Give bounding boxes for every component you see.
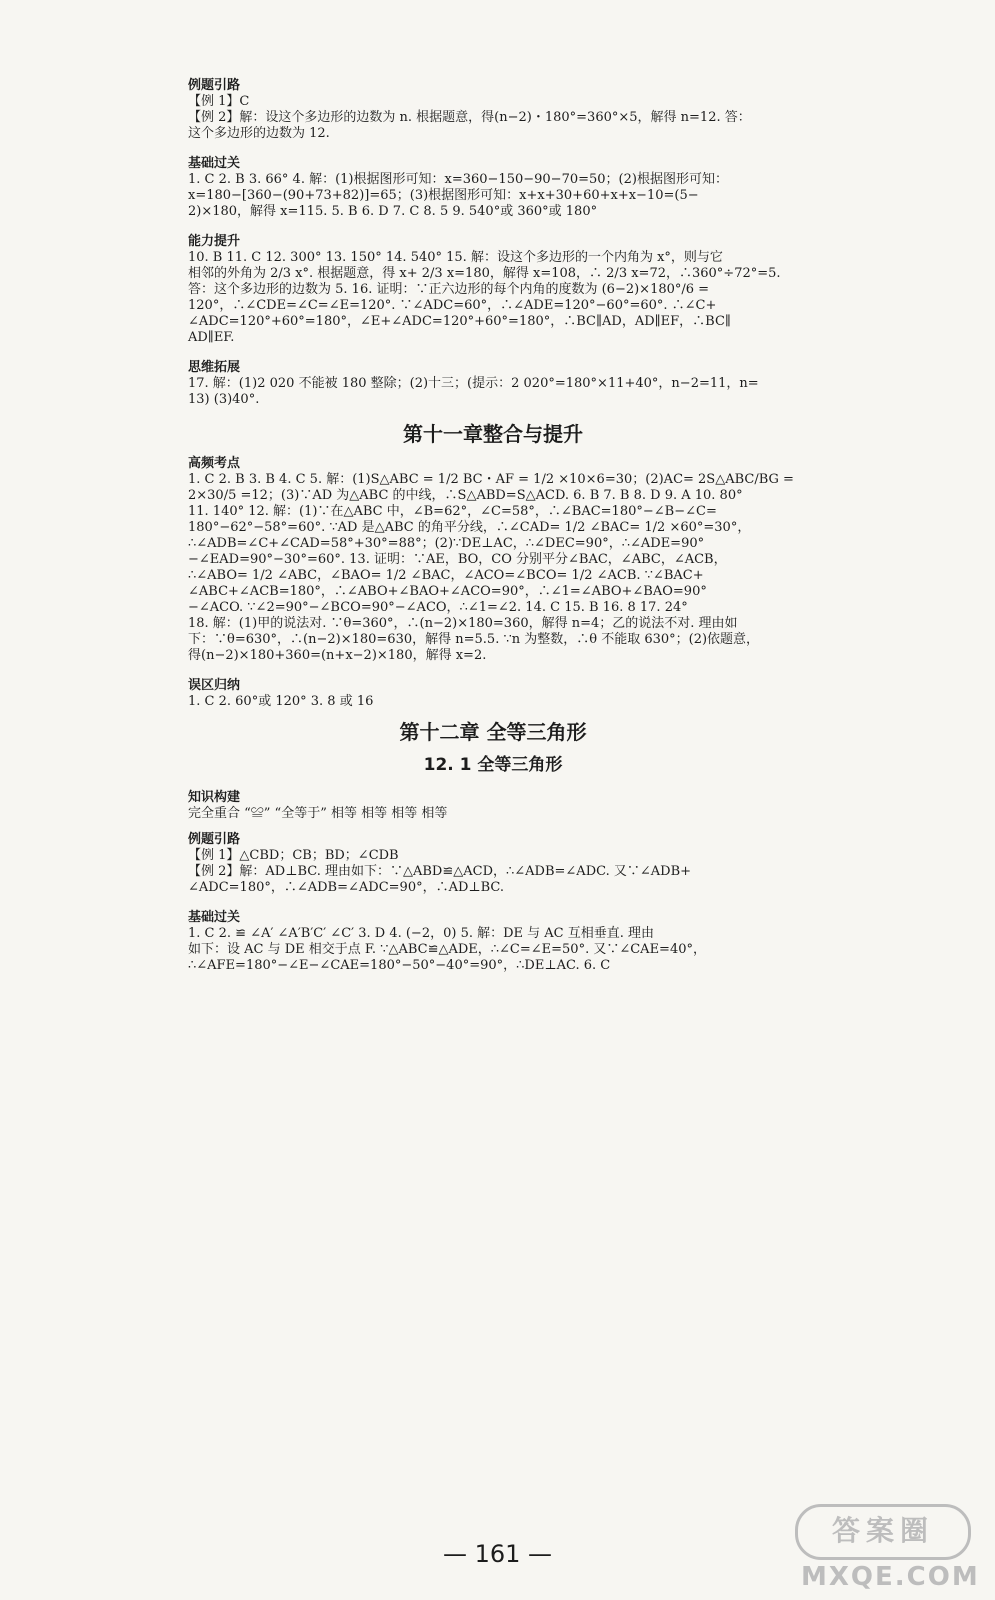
chapter-title: 第十一章整合与提升 [403, 422, 583, 446]
section-heading: 例题引路 [188, 832, 241, 847]
spacer [188, 664, 798, 678]
page-number: — 161 — [442, 1540, 553, 1568]
spacer [188, 776, 798, 790]
answer-line: 10. B 11. C 12. 300° 13. 150° 14. 540° 15. 解：设这个多边形的一个内角为 x°，则与它 [188, 250, 723, 265]
spacer [188, 896, 798, 910]
answer-line: −∠EAD=90°−30°=60°. 13. 证明：∵AE，BO，CO 分别平分∠BAC，∠ABC，∠ACB， [188, 552, 727, 567]
spacer [188, 744, 798, 754]
answer-line: 2×30/5 =12；(3)∵AD 为△ABC 的中线，∴S△ABD=S△ACD. 6. B 7. B 8. D 9. A 10. 80° [188, 488, 743, 503]
answer-line: 2)×180，解得 x=115. 5. B 6. D 7. C 8. 5 9. 540°或 360°或 180° [188, 204, 598, 219]
answer-line: 下：∵θ=630°，∴(n−2)×180=630，解得 n=5.5. ∵n 为整数，∴θ 不能取 630°；(2)依题意， [188, 632, 760, 647]
spacer [188, 408, 798, 422]
spacer [188, 346, 798, 360]
watermark [791, 1504, 981, 1592]
answer-line: ∴∠ADB=∠C+∠CAD=58°+30°=88°；(2)∵DE⊥AC，∴∠DEC=90°，∴∠ADE=90° [188, 536, 705, 551]
spacer [188, 446, 798, 456]
section-heading: 基础过关 [188, 156, 241, 171]
watermark-url: MXQE.COM [801, 1562, 980, 1592]
spacer [188, 220, 798, 234]
answer-line: 如下：设 AC 与 DE 相交于点 F. ∵△ABC≌△ADE，∴∠C=∠E=50°. 又∵∠CAE=40°， [188, 942, 706, 957]
spacer [188, 142, 798, 156]
spacer [188, 710, 798, 720]
answer-line: 17. 解：(1)2 020 不能被 180 整除；(2)十三；(提示：2 020°=180°×11+40°，n−2=11，n= [188, 376, 759, 391]
answer-line: 这个多边形的边数为 12. [188, 126, 330, 141]
answer-line: AD∥EF. [188, 330, 235, 345]
answer-line: 1. C 2. B 3. B 4. C 5. 解：(1)S△ABC = 1/2 BC・AF = 1/2 ×10×6=30；(2)AC= 2S△ABC/BG = [188, 472, 794, 487]
answer-line: ∠ADC=180°，∴∠ADB=∠ADC=90°，∴AD⊥BC. [188, 880, 505, 895]
answer-line: 【例 1】△CBD；CB；BD；∠CDB [188, 848, 399, 863]
answer-line: 【例 2】解：设这个多边形的边数为 n. 根据题意，得(n−2)・180°=360°×5，解得 n=12. 答： [188, 110, 751, 125]
answer-line: 1. C 2. 60°或 120° 3. 8 或 16 [188, 694, 374, 709]
answer-page-content [188, 78, 798, 974]
answer-line: ∴∠AFE=180°−∠E−∠CAE=180°−50°−40°=90°，∴DE⊥AC. 6. C [188, 958, 611, 973]
section-heading: 知识构建 [188, 790, 241, 805]
answer-line: ∠ADC=120°+60°=180°，∠E+∠ADC=120°+60°=180°，∴BC∥AD，AD∥EF，∴BC∥ [188, 314, 731, 329]
answer-line: x=180−[360−(90+73+82)]=65；(3)根据图形可知：x+x+30+60+x+x−10=(5− [188, 188, 699, 203]
section-heading: 能力提升 [188, 234, 241, 249]
watermark-logo: 答案圈 [795, 1504, 971, 1560]
answer-line: 180°−62°−58°=60°. ∵AD 是△ABC 的角平分线，∴∠CAD= 1/2 ∠BAC= 1/2 ×60°=30°， [188, 520, 751, 535]
answer-line: 1. C 2. ≌ ∠A′ ∠A′B′C′ ∠C′ 3. D 4. (−2，0) 5. 解：DE 与 AC 互相垂直. 理由 [188, 926, 655, 941]
answer-line: 18. 解：(1)甲的说法对. ∵θ=360°，∴(n−2)×180=360，解得 n=4；乙的说法不对. 理由如 [188, 616, 738, 631]
answer-line: ∴∠ABO= 1/2 ∠ABC，∠BAO= 1/2 ∠BAC，∠ACO=∠BCO= 1/2 ∠ACB. ∵∠BAC+ [188, 568, 704, 583]
chapter-title: 第十二章 全等三角形 [399, 720, 587, 744]
spacer [188, 822, 798, 832]
answer-line: 答：这个多边形的边数为 5. 16. 证明：∵正六边形的每个内角的度数为 (6−2)×180°/6 = [188, 282, 710, 297]
answer-line: 【例 2】解：AD⊥BC. 理由如下：∵△ABD≌△ACD，∴∠ADB=∠ADC. 又∵∠ADB+ [188, 864, 692, 879]
answer-line: 【例 1】C [188, 94, 250, 109]
answer-line: 11. 140° 12. 解：(1)∵在△ABC 中，∠B=62°，∠C=58°，∴∠BAC=180°−∠B−∠C= [188, 504, 717, 519]
answer-line: 1. C 2. B 3. 66° 4. 解：(1)根据图形可知：x=360−150−90−70=50；(2)根据图形可知： [188, 172, 728, 187]
section-heading: 高频考点 [188, 456, 241, 471]
answer-line: 相邻的外角为 2/3 x°. 根据题意，得 x+ 2/3 x=180，解得 x=108，∴ 2/3 x=72，∴360°÷72°=5. [188, 266, 781, 281]
answer-line: ∠ABC+∠ACB=180°，∴∠ABO+∠BAO+∠ACO=90°，∴∠1=∠ABO+∠BAO=90° [188, 584, 707, 599]
answer-line: 完全重合 “≌” “全等于” 相等 相等 相等 相等 [188, 806, 448, 821]
section-heading: 基础过关 [188, 910, 241, 925]
section-heading: 例题引路 [188, 78, 241, 93]
answer-line: 13) (3)40°. [188, 392, 260, 407]
answer-line: −∠ACO. ∵∠2=90°−∠BCO=90°−∠ACO，∴∠1=∠2. 14. C 15. B 16. 8 17. 24° [188, 600, 688, 615]
section-heading: 误区归纳 [188, 678, 241, 693]
answer-line: 得(n−2)×180+360=(n+x−2)×180，解得 x=2. [188, 648, 487, 663]
answer-line: 120°，∴∠CDE=∠C=∠E=120°. ∵∠ADC=60°，∴∠ADE=120°−60°=60°. ∴∠C+ [188, 298, 717, 313]
section-title: 12. 1 全等三角形 [423, 755, 563, 775]
section-heading: 思维拓展 [188, 360, 241, 375]
